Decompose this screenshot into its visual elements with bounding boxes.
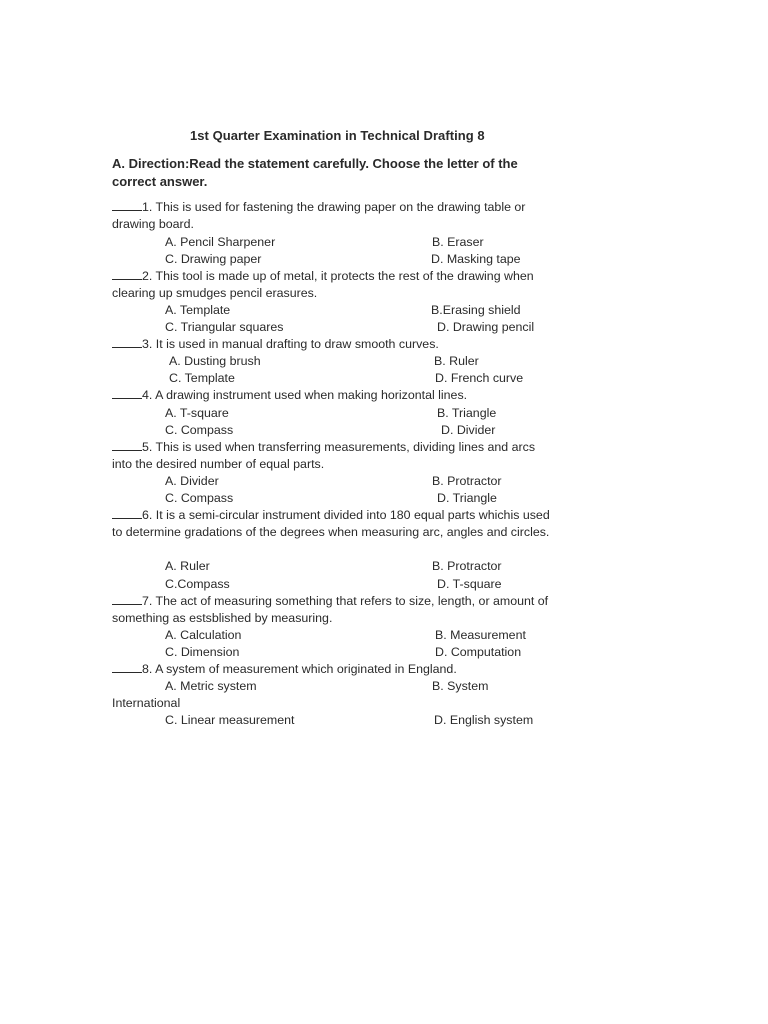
question-3 bbox=[112, 336, 552, 353]
choice-b: B. Measurement bbox=[435, 628, 526, 642]
question-stem: 2. This tool is made up of metal, it protects the rest of the drawing when clearing up smudges pencil erasures. bbox=[112, 269, 534, 301]
exam-title: 1st Quarter Examination in Technical Drafting 8 bbox=[190, 128, 485, 143]
choice-b-continued: International bbox=[112, 696, 181, 710]
choice-b: B. Eraser bbox=[432, 235, 484, 249]
choice-b: B. System bbox=[432, 679, 489, 693]
choice-c: C. Compass bbox=[165, 491, 234, 505]
choice-a: A. Metric system bbox=[165, 679, 257, 693]
choice-c: C. Triangular squares bbox=[165, 320, 284, 334]
question-stem: 8. A system of measurement which originated in England. bbox=[142, 662, 457, 676]
question-stem: 3. It is used in manual drafting to draw smooth curves. bbox=[142, 337, 439, 351]
choice-d: D. Masking tape bbox=[431, 252, 521, 266]
choice-a: A. Calculation bbox=[165, 628, 242, 642]
choice-c: C. Dimension bbox=[165, 645, 240, 659]
question-stem: 7. The act of measuring something that refers to size, length, or amount of something as estsblished by measuring. bbox=[112, 594, 549, 626]
choice-b: B. Triangle bbox=[437, 406, 497, 420]
choice-c: C. Drawing paper bbox=[165, 252, 262, 266]
question-4 bbox=[112, 387, 552, 404]
question-stem: 5. This is used when transferring measurements, dividing lines and arcs into the desired number of equal parts. bbox=[112, 440, 536, 472]
question-1 bbox=[112, 199, 552, 234]
question-stem: 6. It is a semi-circular instrument divided into 180 equal parts whichis used to determine gradations of the degrees when measuring arc, angles and circles. bbox=[112, 508, 550, 540]
answer-blank[interactable] bbox=[112, 199, 142, 211]
choice-c: C. Compass bbox=[165, 423, 234, 437]
question-5 bbox=[112, 439, 552, 474]
choice-a: A. Template bbox=[165, 303, 231, 317]
choice-c: C. Template bbox=[169, 371, 235, 385]
answer-blank[interactable] bbox=[112, 336, 142, 348]
question-7 bbox=[112, 593, 552, 628]
choice-d: D. T-square bbox=[437, 577, 502, 591]
answer-blank[interactable] bbox=[112, 387, 142, 399]
choice-a: A. Divider bbox=[165, 474, 219, 488]
direction-text: A. Direction:Read the statement carefully. Choose the letter of the correct answer. bbox=[112, 156, 518, 189]
question-8 bbox=[112, 661, 552, 678]
question-6 bbox=[112, 507, 552, 542]
choice-a: A. T-square bbox=[165, 406, 229, 420]
choice-c: C. Linear measurement bbox=[165, 713, 295, 727]
question-stem: 1. This is used for fastening the drawing paper on the drawing table or drawing board. bbox=[112, 200, 526, 232]
choice-b: B. Protractor bbox=[432, 559, 502, 573]
choice-a: A. Pencil Sharpener bbox=[165, 235, 276, 249]
choice-a: A. Ruler bbox=[165, 559, 210, 573]
choice-b: B. Ruler bbox=[434, 354, 479, 368]
choice-b: B. Protractor bbox=[432, 474, 502, 488]
answer-blank[interactable] bbox=[112, 661, 142, 673]
choice-d: D. Divider bbox=[441, 423, 496, 437]
answer-blank[interactable] bbox=[112, 507, 142, 519]
choice-d: D. French curve bbox=[435, 371, 524, 385]
question-stem: 4. A drawing instrument used when making horizontal lines. bbox=[142, 388, 468, 402]
choice-b: B.Erasing shield bbox=[431, 303, 521, 317]
choice-d: D. Computation bbox=[435, 645, 522, 659]
answer-blank[interactable] bbox=[112, 268, 142, 280]
answer-blank[interactable] bbox=[112, 593, 142, 605]
choice-a: A. Dusting brush bbox=[169, 354, 261, 368]
answer-blank[interactable] bbox=[112, 439, 142, 451]
choice-d: D. Drawing pencil bbox=[437, 320, 535, 334]
choice-c: C.Compass bbox=[165, 577, 230, 591]
choice-d: D. Triangle bbox=[437, 491, 497, 505]
question-2 bbox=[112, 268, 552, 303]
choice-d: D. English system bbox=[434, 713, 534, 727]
